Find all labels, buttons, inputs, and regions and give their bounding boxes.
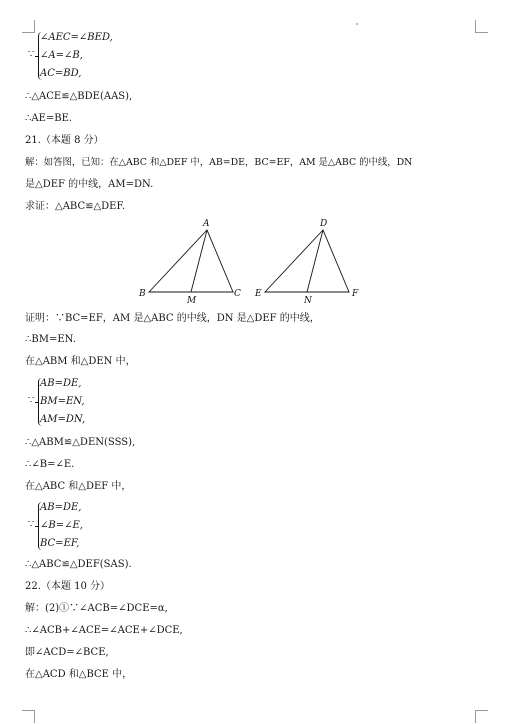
question-21-given-line-1: 解：如答图，已知：在△ABC 和△DEF 中，AB=DE，BC=EF，AM 是△ABC 的中线，DN	[25, 157, 413, 168]
median-dn	[307, 230, 323, 292]
system-row: ∠B=∠E,	[40, 520, 83, 531]
system-row: ∠A=∠B,	[40, 50, 83, 61]
label-a: A	[203, 219, 210, 229]
triangle-abc	[149, 230, 233, 292]
system-row: BM=EN,	[40, 396, 85, 407]
median-am	[191, 230, 207, 292]
proof-line: ∴BM=EN.	[25, 334, 76, 345]
solution-line: ∴∠ACB+∠ACE=∠ACE+∠DCE,	[25, 625, 183, 636]
label-d: D	[320, 219, 328, 229]
because-symbol: ∵	[27, 395, 35, 406]
proof-line: 在△ABM 和△DEN 中，	[25, 356, 136, 367]
question-21-prove-statement: 求证：△ABC≌△DEF.	[25, 201, 126, 212]
system-row: BC=EF,	[40, 538, 80, 549]
solution-line: 在△ACD 和△BCE 中，	[25, 669, 133, 680]
label-e: E	[255, 289, 262, 299]
label-c: C	[234, 289, 241, 299]
system-row: AM=DN,	[40, 414, 86, 425]
question-21-heading: 21.（本题 8 分）	[25, 135, 104, 146]
system-row: AB=DE,	[40, 502, 82, 513]
question-21-given-line-2: 是△DEF 的中线，AM=DN.	[25, 179, 154, 190]
question-22-heading: 22.（本题 10 分）	[25, 581, 110, 592]
triangle-def	[265, 230, 349, 292]
proof-line: 证明：∵BC=EF，AM 是△ABC 的中线，DN 是△DEF 的中线，	[25, 313, 320, 324]
because-symbol: ∵	[27, 519, 35, 530]
label-f: F	[352, 289, 359, 299]
system-row: ∠AEC=∠BED,	[40, 32, 113, 43]
solution-line: 解：(2)①∵∠ACB=∠DCE=α,	[25, 603, 168, 614]
proof-line: ∴△ABC≌△DEF(SAS).	[25, 559, 132, 570]
label-b: B	[139, 289, 146, 299]
label-n: N	[304, 296, 312, 306]
solution-line: 即∠ACD=∠BCE,	[25, 647, 109, 658]
proof-line: ∴∠B=∠E.	[25, 459, 75, 470]
because-symbol: ∵	[27, 49, 35, 60]
proof-line: 在△ABC 和△DEF 中，	[25, 481, 132, 492]
system-row: AC=BD,	[40, 68, 82, 79]
conclusion-line: ∴△ACE≌△BDE(AAS),	[25, 91, 133, 102]
conclusion-line: ∴AE=BE.	[25, 113, 73, 124]
proof-line: ∴△ABM≌△DEN(SSS),	[25, 437, 136, 448]
label-m: M	[187, 296, 197, 306]
system-row: AB=DE,	[40, 378, 82, 389]
